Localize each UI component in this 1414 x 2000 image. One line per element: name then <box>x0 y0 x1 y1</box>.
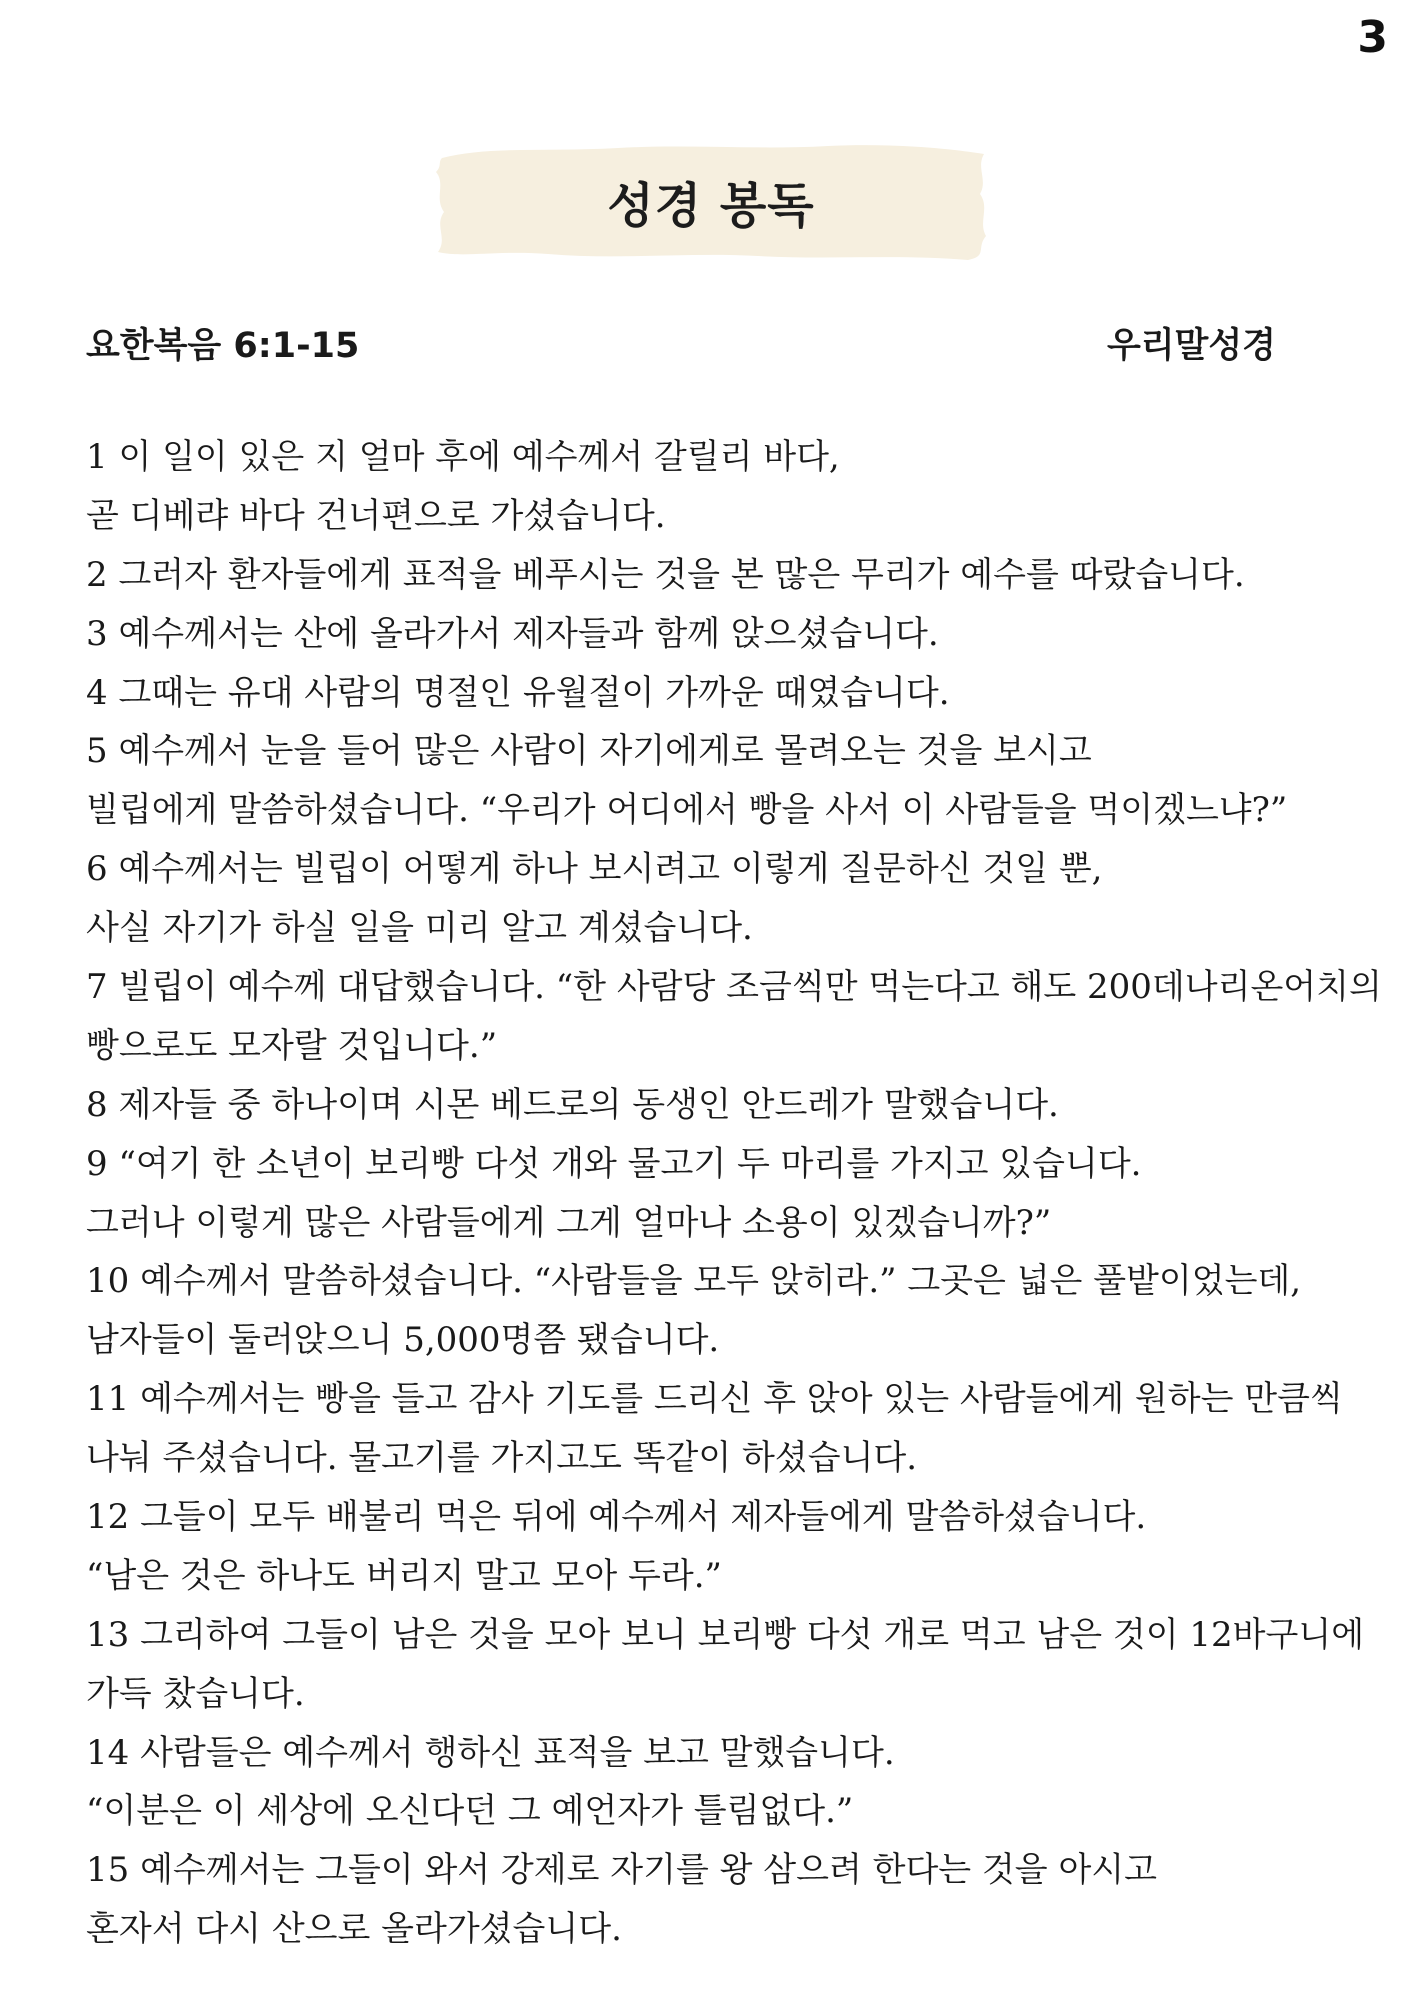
verse-line: 빌립에게 말씀하셨습니다. “우리가 어디에서 빵을 사서 이 사람들을 먹이겠느냐?” <box>86 790 1288 831</box>
scripture-reference: 요한복음 6:1-15 <box>86 326 360 366</box>
verse-line: “이분은 이 세상에 오신다던 그 예언자가 틀림없다.” <box>86 1791 854 1832</box>
verse-line: 남자들이 둘러앉으니 5,000명쯤 됐습니다. <box>86 1320 720 1361</box>
verse-line: 11 예수께서는 빵을 들고 감사 기도를 드리신 후 앉아 있는 사람들에게 원하는 만큼씩 <box>86 1379 1343 1420</box>
verse-line: 사실 자기가 하실 일을 미리 알고 계셨습니다. <box>86 908 753 949</box>
verse-line: 혼자서 다시 산으로 올라가셨습니다. <box>86 1909 622 1950</box>
verse-line: 4 그때는 유대 사람의 명절인 유월절이 가까운 때였습니다. <box>86 672 950 713</box>
verse-line: 15 예수께서는 그들이 와서 강제로 자기를 왕 삼으려 한다는 것을 아시고 <box>86 1850 1157 1891</box>
verse-line: 빵으로도 모자랄 것입니다.” <box>86 1025 498 1066</box>
scripture-text <box>86 428 1382 1959</box>
verse-line: 5 예수께서 눈을 들어 많은 사람이 자기에게로 몰려오는 것을 보시고 <box>86 731 1092 772</box>
verse-line: 곧 디베랴 바다 건너편으로 가셨습니다. <box>86 495 666 536</box>
verse-line: 나눠 주셨습니다. 물고기를 가지고도 똑같이 하셨습니다. <box>86 1438 918 1479</box>
bible-translation: 우리말성경 <box>1106 326 1276 366</box>
verse-line: 1 이 일이 있은 지 얼마 후에 예수께서 갈릴리 바다, <box>86 437 840 477</box>
verse-line: “남은 것은 하나도 버리지 말고 모아 두라.” <box>86 1555 722 1596</box>
page-number: 3 <box>1357 12 1388 63</box>
verse-line: 그러나 이렇게 많은 사람들에게 그게 얼마나 소용이 있겠습니까?” <box>86 1202 1052 1243</box>
verse-line: 9 “여기 한 소년이 보리빵 다섯 개와 물고기 두 마리를 가지고 있습니다. <box>86 1143 1142 1184</box>
verse-line: 12 그들이 모두 배불리 먹은 뒤에 예수께서 제자들에게 말씀하셨습니다. <box>86 1497 1147 1538</box>
verse-line: 10 예수께서 말씀하셨습니다. “사람들을 모두 앉히라.” 그곳은 넓은 풀밭이었는데, <box>86 1261 1302 1302</box>
reading-info <box>86 318 1276 368</box>
verse-line: 14 사람들은 예수께서 행하신 표적을 보고 말했습니다. <box>86 1732 895 1773</box>
verse-line: 2 그러자 환자들에게 표적을 베푸시는 것을 본 많은 무리가 예수를 따랐습니다. <box>86 554 1245 595</box>
verse-line: 가득 찼습니다. <box>86 1673 305 1714</box>
page-title: 성경 봉독 <box>607 177 815 234</box>
verse-line: 3 예수께서는 산에 올라가서 제자들과 함께 앉으셨습니다. <box>86 613 939 654</box>
title-banner <box>428 136 994 266</box>
verse-line: 6 예수께서는 빌립이 어떻게 하나 보시려고 이렇게 질문하신 것일 뿐, <box>86 849 1103 890</box>
verse-line: 8 제자들 중 하나이며 시몬 베드로의 동생인 안드레가 말했습니다. <box>86 1084 1059 1125</box>
verse-line: 13 그리하여 그들이 남은 것을 모아 보니 보리빵 다섯 개로 먹고 남은 것이 12바구니에 <box>86 1614 1365 1655</box>
verse-line: 7 빌립이 예수께 대답했습니다. “한 사람당 조금씩만 먹는다고 해도 200데나리온어치의 <box>86 967 1382 1008</box>
